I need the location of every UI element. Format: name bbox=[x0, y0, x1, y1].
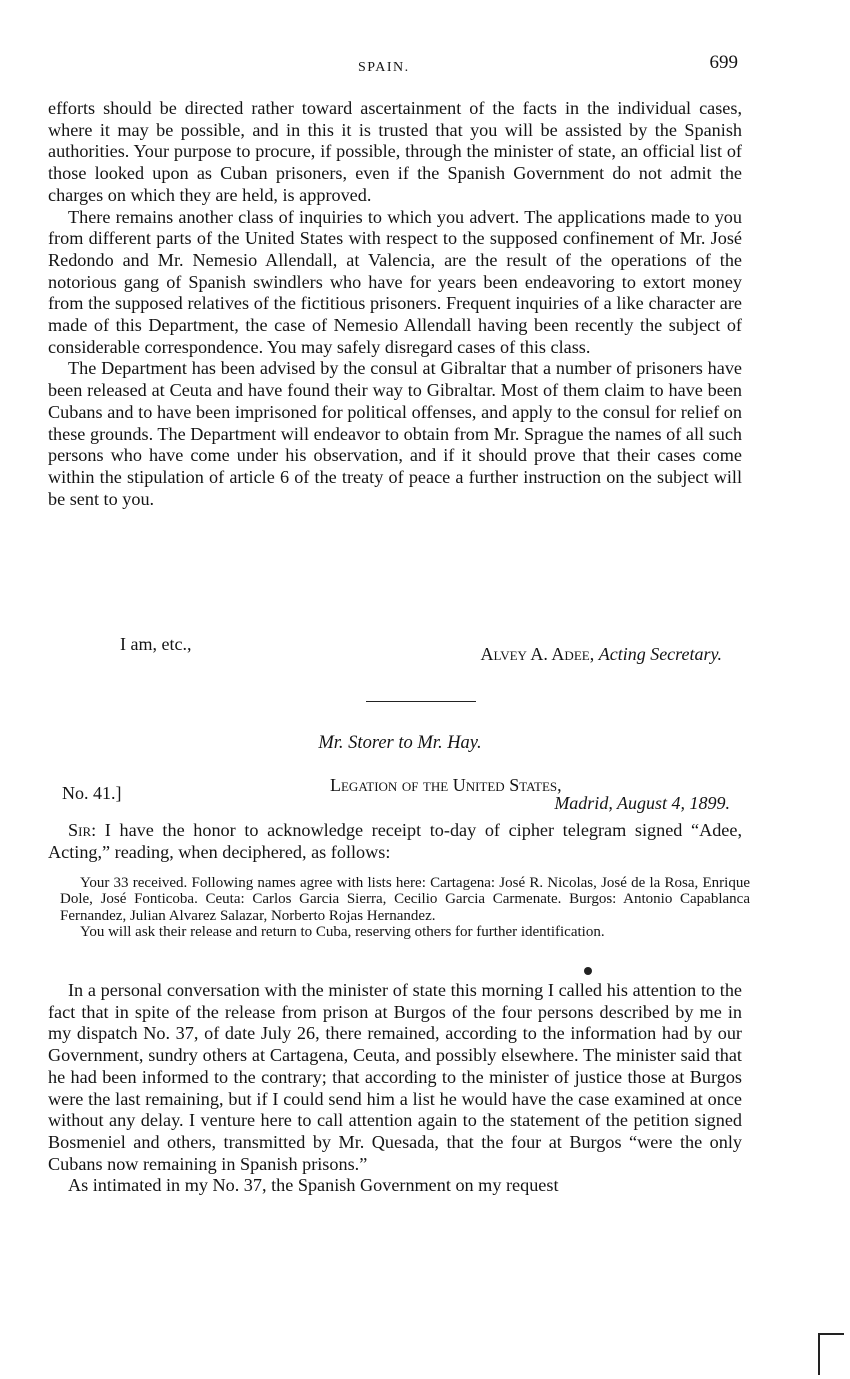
signature-title: Acting Secretary. bbox=[598, 644, 722, 664]
paragraph: There remains another class of inquiries to which you advert. The applications made to you from different parts of the United States with respect to the supposed confinement of Mr. José Redondo and Mr. Nemesio Allendall, at Valencia, are the result of the operations of the notorious gang of Spanish swindlers who have for years been endeavoring to extort money from the supposed relatives of the fictitious prisoners. Frequent inquiries of a like character are made of this Department, the case of Nemesio Allendall having been recently the subject of considerable correspondence. You may safely disregard cases of this class. bbox=[48, 206, 742, 357]
telegram-paragraph: You will ask their release and return to Cuba, reserving others for further identification. bbox=[80, 924, 605, 941]
letter-opening bbox=[48, 820, 742, 863]
paragraph: The Department has been advised by the consul at Gibraltar that a number of prisoners have been released at Ceuta and have found their way to Gibraltar. Most of them claim to have been Cubans and to have been imprisoned for political offenses, and apply to the consul for relief on these grounds. The Department will endeavor to obtain from Mr. Sprague the names of all such persons who have come under his observation, and if it should prove that their cases come within the stipulation of article 6 of the treaty of peace a further instruction on the subject will be sent to you. bbox=[48, 358, 742, 509]
paragraph: efforts should be directed rather toward ascertainment of the facts in the individual cases, where it may be possible, and in this it is trusted that you will be assisted by the Spanish authorities. Your purpose to procure, if possible, through the minister of state, an official list of those looked upon as Cuban prisoners, even if the Spanish Government do not admit the charges on which they are held, is approved. bbox=[48, 98, 742, 205]
running-head: SPAIN. bbox=[358, 60, 410, 75]
telegram-text bbox=[60, 875, 750, 941]
signature-name: Alvey A. Adee, bbox=[480, 644, 595, 664]
page-number: 699 bbox=[709, 52, 738, 73]
closing-line: I am, etc., bbox=[120, 634, 192, 654]
letter-title: Mr. Storer to Mr. Hay. bbox=[318, 733, 482, 753]
ink-mark bbox=[584, 967, 592, 975]
legation-heading: Legation of the United States, bbox=[330, 775, 562, 795]
paragraph: In a personal conversation with the minister of state this morning I called his attention to the fact that in spite of the release from prison at Burgos of the four persons described by me in my dispatch No. 37, of date July 26, there remained, according to the information had by our Government, sundry others at Cartagena, Ceuta, and possibly elsewhere. The minister said that he had been informed to the contrary; that according to the minister of justice those at Burgos were the last remaining, but if I could send him a list he would have the case examined at once without any delay. I venture here to call attention again to the statement of the petition signed Bosmeniel and others, transmitted by Mr. Quesada, that the four at Burgos “were the only Cubans now remaining in Spanish prisons.” bbox=[48, 980, 742, 1174]
paragraph bbox=[48, 820, 742, 863]
salutation: Sir: bbox=[68, 820, 97, 840]
page-header bbox=[48, 52, 738, 82]
dispatch-number: No. 41.] bbox=[62, 783, 122, 803]
opening-text: I have the honor to acknowledge receipt to-day of cipher telegram signed “Adee, Acting,” reading, when deciphered, as follows: bbox=[48, 820, 742, 862]
telegram-paragraph: Your 33 received. Following names agree with lists here: Cartagena: José R. Nicolas, José de la Rosa, Enrique Dole, José Fonticoba. Ceuta: Carlos Garcia Sierra, Cecilio Garcia Carmenate. Burgos: Antonio Capablanca Fernandez, Julian Alvarez Salazar, Norberto Rojas Hernandez. bbox=[60, 875, 750, 924]
corner-crop-mark bbox=[818, 1333, 844, 1375]
section-1-text bbox=[48, 98, 742, 510]
paragraph: As intimated in my No. 37, the Spanish Government on my request bbox=[68, 1175, 559, 1196]
signature bbox=[480, 644, 722, 665]
letter-body bbox=[48, 980, 742, 1197]
section-divider bbox=[366, 701, 476, 702]
dateline: Madrid, August 4, 1899. bbox=[554, 793, 730, 813]
